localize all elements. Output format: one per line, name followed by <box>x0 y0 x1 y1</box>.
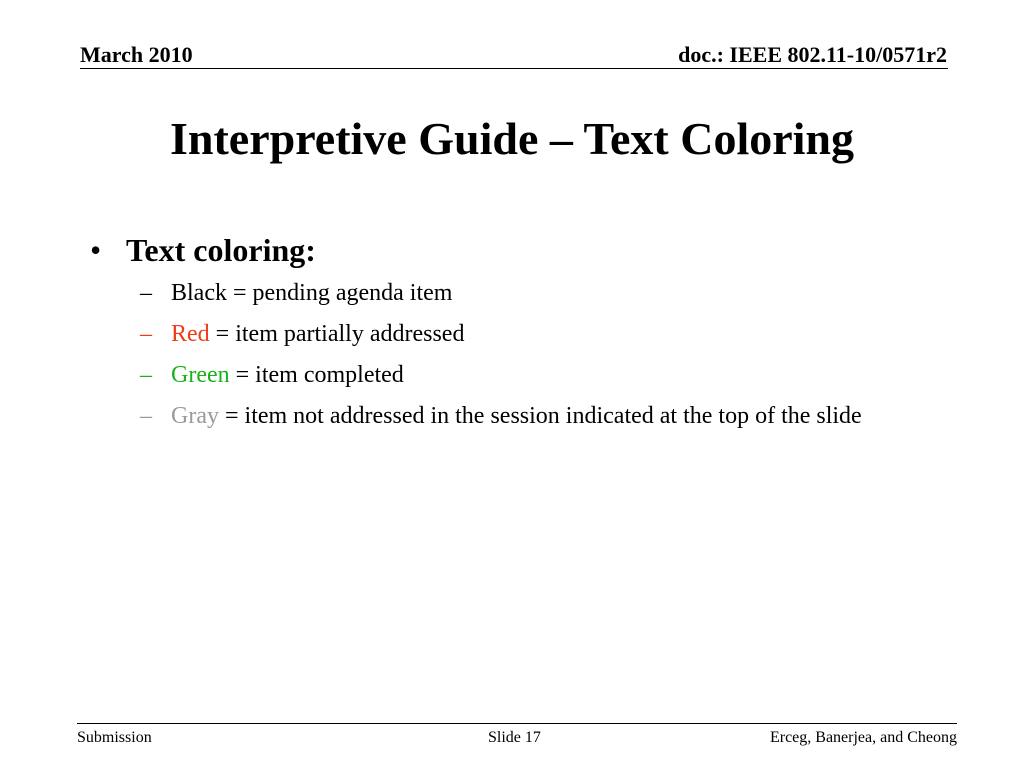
legend-keyword-red: Red <box>171 321 210 347</box>
footer-submission: Submission <box>77 729 152 746</box>
dash-marker: – <box>140 280 152 306</box>
bullet-text: Text coloring: <box>126 232 316 268</box>
header-divider <box>80 68 948 69</box>
slide-title: Interpretive Guide – Text Coloring <box>169 113 855 164</box>
dash-marker: – <box>140 403 152 429</box>
header-doc-id: doc.: IEEE 802.11-10/0571r2 <box>678 42 947 67</box>
legend-item-red <box>140 318 940 351</box>
footer-authors: Erceg, Banerjea, and Cheong <box>769 729 957 746</box>
dash-marker: – <box>140 321 152 347</box>
legend-desc-black: = pending agenda item <box>226 280 453 306</box>
header-date: March 2010 <box>80 42 193 67</box>
bullet-marker: • <box>90 232 102 268</box>
legend-keyword-green: Green <box>171 362 230 388</box>
legend-desc-gray: = item not addressed in the session indicated at the top of the slide <box>218 403 862 429</box>
footer-divider <box>77 723 957 724</box>
legend-item-gray <box>140 400 940 433</box>
main-bullet <box>90 230 316 270</box>
legend-keyword-gray: Gray <box>171 403 219 429</box>
legend-item-black <box>140 277 940 310</box>
color-legend-list <box>140 277 940 441</box>
footer-slide-number: Slide 17 <box>488 729 541 746</box>
legend-item-green <box>140 359 940 392</box>
legend-desc-red: = item partially addressed <box>209 321 465 347</box>
legend-desc-green: = item completed <box>229 362 404 388</box>
dash-marker: – <box>140 362 152 388</box>
legend-keyword-black: Black <box>171 280 227 306</box>
